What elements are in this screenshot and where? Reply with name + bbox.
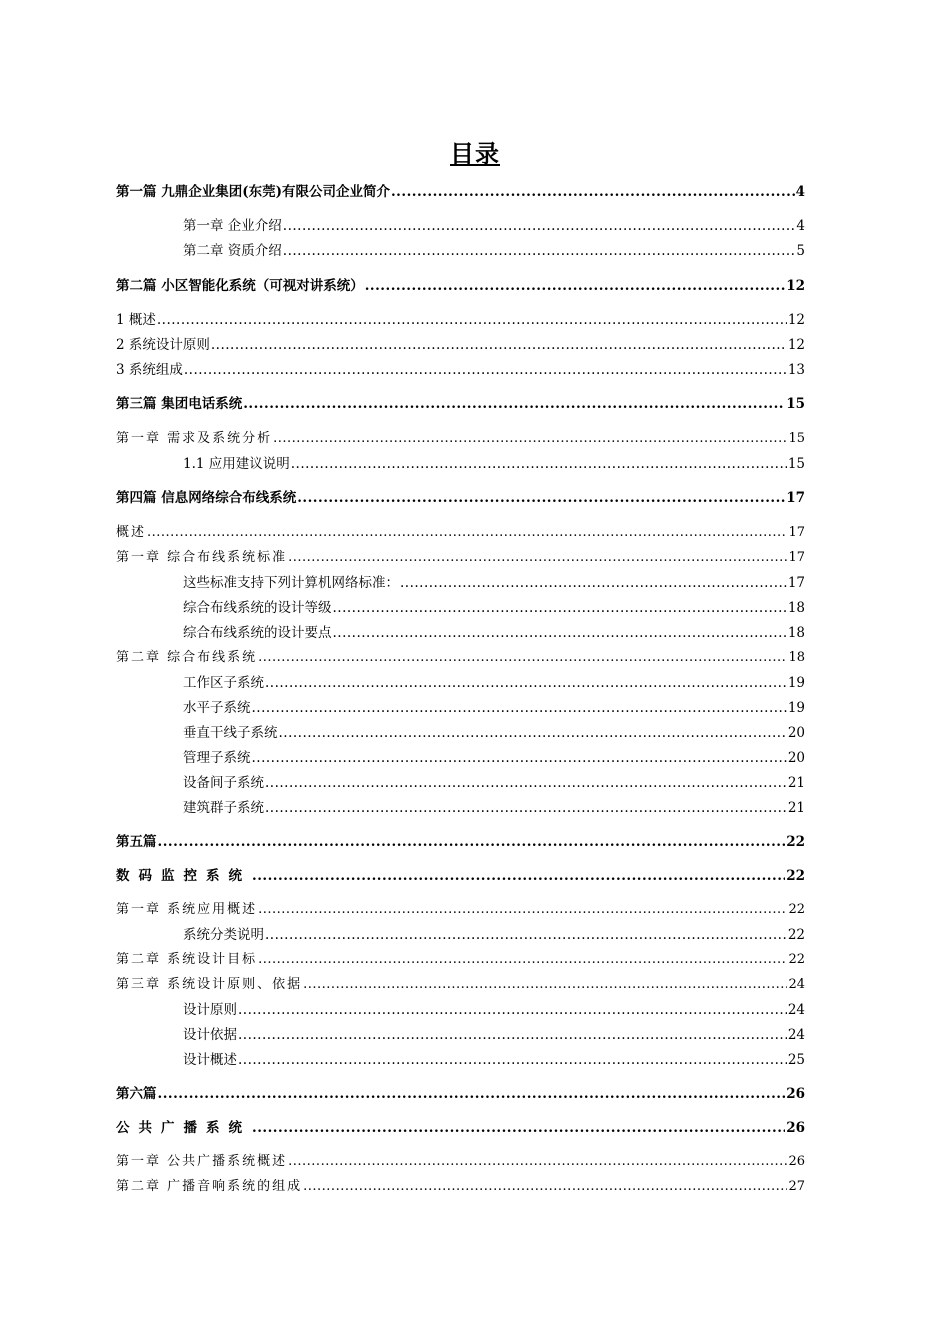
toc-leader-dots — [258, 900, 787, 920]
toc-entry[interactable] — [116, 832, 805, 852]
toc-entry-title: 综合布线系统的设计等级 — [183, 600, 332, 616]
toc-entry[interactable] — [116, 182, 805, 202]
toc-entry-page: 26 — [786, 1120, 805, 1136]
toc-entry-page: 13 — [787, 362, 805, 378]
toc-entry-title: 第一篇 九鼎企业集团(东莞)有限公司企业简介 — [116, 184, 390, 200]
toc-entry[interactable] — [116, 360, 805, 380]
toc-entry[interactable] — [183, 698, 805, 718]
toc-entry-page: 22 — [788, 902, 805, 917]
toc-entry[interactable] — [116, 975, 805, 995]
toc-leader-dots — [283, 241, 796, 261]
toc-entry-page: 15 — [787, 456, 805, 472]
toc-entry-page: 12 — [787, 312, 805, 328]
toc-entry-page: 26 — [788, 1154, 805, 1169]
toc-leader-dots — [297, 488, 785, 508]
toc-entry-page: 12 — [786, 278, 805, 294]
toc-entry-page: 22 — [786, 834, 805, 850]
toc-leader-dots — [303, 975, 787, 995]
toc-entry-title: 数码监控系统 — [116, 868, 251, 884]
toc-entry-title: 第二章 资质介绍 — [183, 243, 282, 259]
toc-entry-title: 第一章 需求及系统分析 — [116, 431, 273, 446]
toc-entry-title: 综合布线系统的设计要点 — [183, 625, 332, 641]
toc-entry-page: 25 — [787, 1052, 805, 1068]
toc-leader-dots — [238, 1025, 787, 1045]
toc-entry-title: 第一章 综合布线系统标准 — [116, 550, 288, 565]
toc-leader-dots — [211, 335, 787, 355]
toc-leader-dots — [291, 454, 787, 474]
toc-entry-page: 19 — [787, 675, 805, 691]
toc-entry[interactable] — [183, 748, 805, 768]
toc-entry-page: 18 — [787, 600, 805, 616]
toc-leader-dots — [157, 310, 787, 330]
page-title: 目录 — [450, 140, 500, 168]
toc-entry-page: 15 — [786, 396, 805, 412]
toc-entry[interactable] — [116, 310, 805, 330]
toc-entry-title: 建筑群子系统 — [183, 800, 264, 816]
toc-entry[interactable] — [116, 276, 805, 296]
toc-entry[interactable] — [116, 335, 805, 355]
toc-entry-title: 设计原则 — [183, 1002, 237, 1018]
toc-entry[interactable] — [183, 454, 805, 474]
toc-entry[interactable] — [116, 548, 805, 568]
toc-entry-title: 1.1 应用建议说明 — [183, 456, 290, 472]
toc-entry-title: 概述 — [116, 525, 147, 540]
toc-entry-title: 系统分类说明 — [183, 927, 264, 943]
toc-entry-title: 第二篇 小区智能化系统（可视对讲系统） — [116, 278, 364, 294]
toc-entry-page: 24 — [788, 977, 805, 992]
toc-leader-dots — [158, 832, 786, 852]
toc-entry-title: 这些标准支持下列计算机网络标准： — [183, 575, 399, 591]
toc-leader-dots — [252, 748, 787, 768]
toc-entry[interactable] — [116, 866, 805, 886]
toc-leader-dots — [158, 1084, 786, 1104]
toc-entry-title: 设备间子系统 — [183, 775, 264, 791]
toc-entry-title: 垂直干线子系统 — [183, 725, 278, 741]
toc-leader-dots — [184, 360, 787, 380]
toc-entry-page: 24 — [787, 1027, 805, 1043]
toc-entry-title: 第三篇 集团电话系统 — [116, 396, 243, 412]
toc-entry-title: 第一章 系统应用概述 — [116, 902, 258, 917]
toc-entry[interactable] — [183, 925, 805, 945]
toc-leader-dots — [400, 573, 787, 593]
toc-leader-dots — [333, 623, 787, 643]
toc-leader-dots — [279, 723, 787, 743]
toc-entry-title: 第二章 综合布线系统 — [116, 650, 258, 665]
toc-leader-dots — [265, 673, 787, 693]
toc-entry-title: 第二章 广播音响系统的组成 — [116, 1179, 303, 1194]
toc-leader-dots — [265, 773, 787, 793]
toc-leader-dots — [243, 394, 785, 414]
toc-entry[interactable] — [116, 950, 805, 970]
toc-entry-page: 27 — [788, 1179, 805, 1194]
toc-entry-page: 5 — [796, 243, 805, 259]
toc-entry[interactable] — [116, 1084, 805, 1104]
toc-entry[interactable] — [116, 523, 805, 543]
toc-entry-page: 15 — [788, 431, 805, 446]
toc-entry-page: 21 — [787, 800, 805, 816]
toc-leader-dots — [288, 1152, 787, 1172]
toc-entry[interactable] — [116, 1152, 805, 1172]
toc-entry-title: 管理子系统 — [183, 750, 251, 766]
toc-entry-page: 18 — [787, 625, 805, 641]
toc-entry[interactable] — [183, 1000, 805, 1020]
toc-entry[interactable] — [183, 241, 805, 261]
toc-entry-title: 第六篇 — [116, 1086, 157, 1102]
toc-leader-dots — [238, 1050, 787, 1070]
toc-leader-dots — [252, 866, 785, 886]
toc-entry-page: 17 — [788, 525, 805, 540]
toc-leader-dots — [147, 523, 787, 543]
toc-entry-page: 20 — [787, 750, 805, 766]
toc-entry[interactable] — [183, 1025, 805, 1045]
toc-entry-page: 17 — [787, 575, 805, 591]
toc-leader-dots — [365, 276, 786, 296]
toc-entry-page: 22 — [787, 927, 805, 943]
toc-entry-page: 24 — [787, 1002, 805, 1018]
toc-entry-title: 第四篇 信息网络综合布线系统 — [116, 490, 297, 506]
toc-leader-dots — [238, 1000, 787, 1020]
toc-leader-dots — [252, 698, 787, 718]
toc-leader-dots — [273, 429, 787, 449]
toc-leader-dots — [258, 950, 787, 970]
toc-entry[interactable] — [116, 488, 805, 508]
toc-entry[interactable] — [183, 773, 805, 793]
toc-entry-page: 22 — [788, 952, 805, 967]
toc-entry[interactable] — [183, 216, 805, 236]
toc-entry[interactable] — [183, 673, 805, 693]
toc-entry-page: 26 — [786, 1086, 805, 1102]
toc-entry-page: 20 — [787, 725, 805, 741]
toc-entry-title: 公共广播系统 — [116, 1120, 251, 1136]
toc-entry[interactable] — [183, 598, 805, 618]
toc-entry[interactable] — [116, 900, 805, 920]
toc-leader-dots — [252, 1118, 785, 1138]
toc-entry-title: 1 概述 — [116, 312, 156, 328]
toc-entry-title: 2 系统设计原则 — [116, 337, 210, 353]
toc-entry[interactable] — [183, 723, 805, 743]
toc-entry-page: 19 — [787, 700, 805, 716]
toc-entry[interactable] — [116, 1118, 805, 1138]
toc-entry-page: 17 — [788, 550, 805, 565]
toc-entry-title: 第一章 企业介绍 — [183, 218, 282, 234]
toc-entry[interactable] — [116, 648, 805, 668]
toc-entry-page: 4 — [795, 184, 805, 200]
toc-leader-dots — [333, 598, 787, 618]
toc-leader-dots — [283, 216, 796, 236]
toc-leader-dots — [265, 925, 787, 945]
toc-entry[interactable] — [183, 1050, 805, 1070]
toc-entry-title: 设计概述 — [183, 1052, 237, 1068]
toc-entry-title: 工作区子系统 — [183, 675, 264, 691]
toc-entry-page: 12 — [787, 337, 805, 353]
toc-leader-dots — [258, 648, 787, 668]
toc-entry-title: 第三章 系统设计原则、依据 — [116, 977, 303, 992]
toc-entry[interactable] — [116, 429, 805, 449]
toc-entry-page: 4 — [796, 218, 805, 234]
toc-entry-title: 水平子系统 — [183, 700, 251, 716]
toc-entry-page: 17 — [786, 490, 805, 506]
toc-leader-dots — [303, 1177, 787, 1197]
toc-entry-page: 21 — [787, 775, 805, 791]
toc-entry-title: 设计依据 — [183, 1027, 237, 1043]
toc-leader-dots — [265, 798, 787, 818]
toc-entry-page: 18 — [788, 650, 805, 665]
toc-entry-title: 第二章 系统设计目标 — [116, 952, 258, 967]
toc-entry[interactable] — [116, 394, 805, 414]
toc-entry-title: 3 系统组成 — [116, 362, 183, 378]
toc-leader-dots — [391, 182, 795, 202]
toc-entry[interactable] — [116, 1177, 805, 1197]
toc-leader-dots — [288, 548, 787, 568]
toc-entry[interactable] — [183, 798, 805, 818]
toc-entry[interactable] — [183, 573, 805, 593]
toc-entry-title: 第一章 公共广播系统概述 — [116, 1154, 288, 1169]
toc-entry-page: 22 — [786, 868, 805, 884]
toc-entry-title: 第五篇 — [116, 834, 157, 850]
toc-entry[interactable] — [183, 623, 805, 643]
